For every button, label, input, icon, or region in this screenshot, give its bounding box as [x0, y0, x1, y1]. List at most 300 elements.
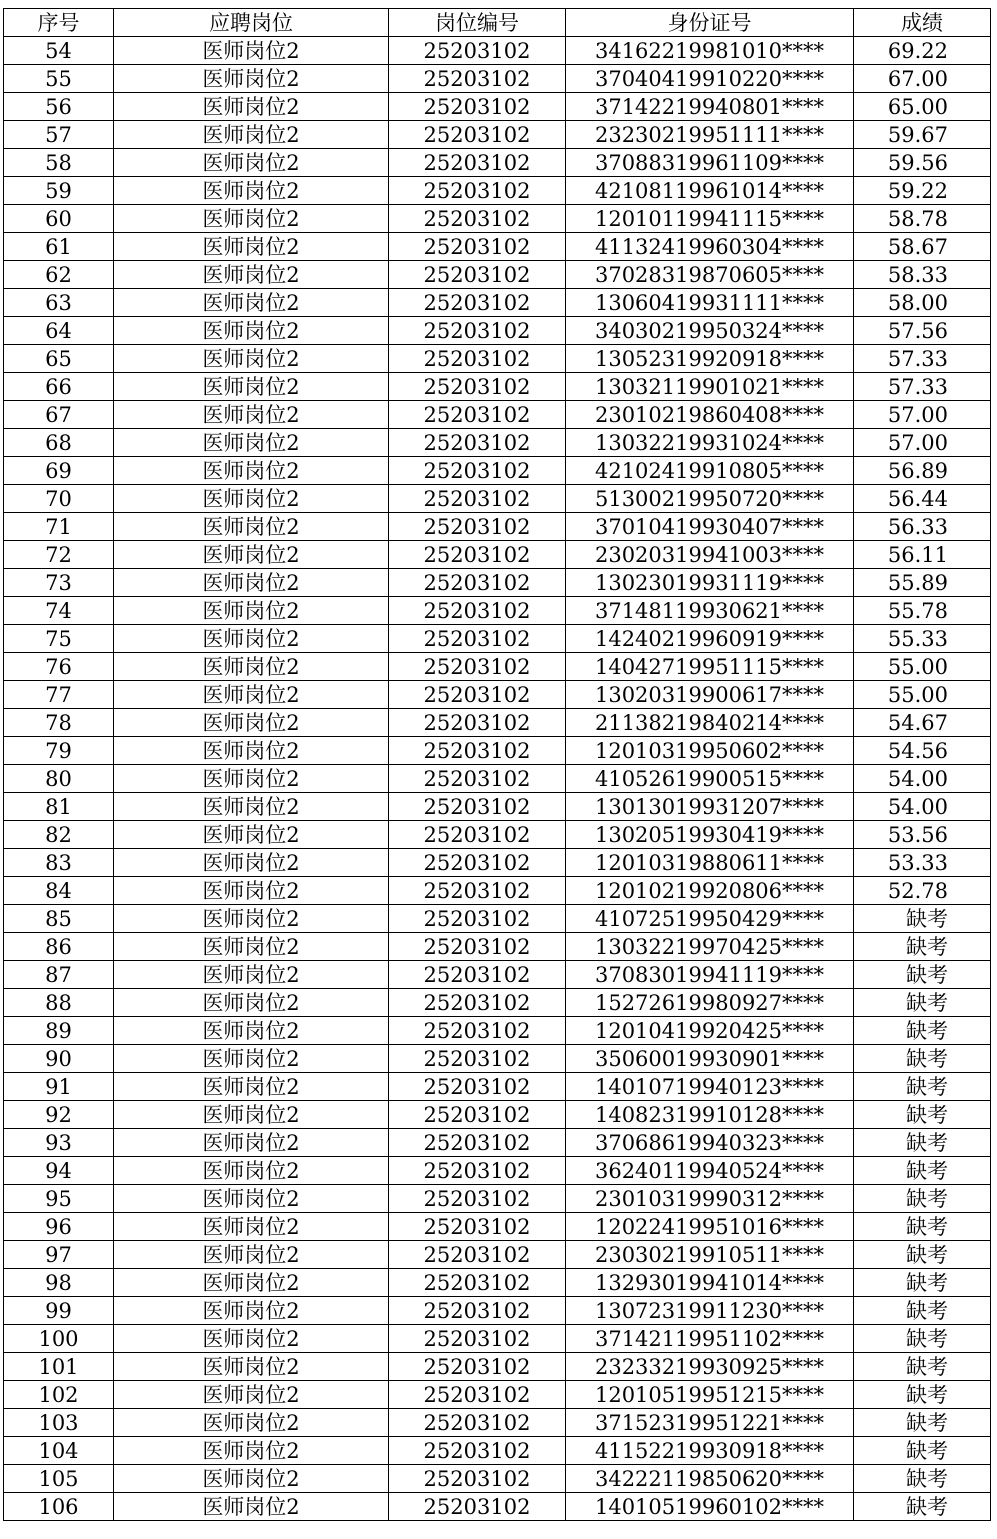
cell-position-code: 25203102 — [389, 1269, 566, 1297]
cell-position: 医师岗位2 — [114, 905, 389, 933]
table-row — [4, 821, 991, 849]
cell-index: 65 — [4, 345, 114, 373]
cell-position-code: 25203102 — [389, 1213, 566, 1241]
cell-id-number: 23010319990312**** — [566, 1185, 854, 1213]
cell-index: 84 — [4, 877, 114, 905]
cell-id-number: 34162219981010**** — [566, 37, 854, 65]
cell-score: 缺考 — [854, 1381, 991, 1409]
table-row — [4, 1437, 991, 1465]
cell-score: 59.22 — [854, 177, 991, 205]
cell-index: 68 — [4, 429, 114, 457]
cell-position-code: 25203102 — [389, 989, 566, 1017]
table-row — [4, 625, 991, 653]
cell-position: 医师岗位2 — [114, 93, 389, 121]
cell-score: 59.56 — [854, 149, 991, 177]
cell-score: 53.56 — [854, 821, 991, 849]
table-row — [4, 289, 991, 317]
cell-index: 55 — [4, 65, 114, 93]
cell-score: 54.56 — [854, 737, 991, 765]
cell-score: 缺考 — [854, 1017, 991, 1045]
cell-position: 医师岗位2 — [114, 1437, 389, 1465]
cell-id-number: 13020519930419**** — [566, 821, 854, 849]
cell-index: 62 — [4, 261, 114, 289]
cell-position-code: 25203102 — [389, 933, 566, 961]
cell-position-code: 25203102 — [389, 1017, 566, 1045]
cell-position: 医师岗位2 — [114, 289, 389, 317]
cell-position-code: 25203102 — [389, 317, 566, 345]
cell-id-number: 37148119930621**** — [566, 597, 854, 625]
table-row — [4, 1157, 991, 1185]
cell-position: 医师岗位2 — [114, 1129, 389, 1157]
table-row — [4, 1101, 991, 1129]
cell-position: 医师岗位2 — [114, 1045, 389, 1073]
cell-id-number: 14082319910128**** — [566, 1101, 854, 1129]
cell-id-number: 23230219951111**** — [566, 121, 854, 149]
cell-id-number: 14010519960102**** — [566, 1493, 854, 1521]
cell-index: 89 — [4, 1017, 114, 1045]
cell-id-number: 21138219840214**** — [566, 709, 854, 737]
cell-index: 95 — [4, 1185, 114, 1213]
cell-index: 73 — [4, 569, 114, 597]
table-row — [4, 429, 991, 457]
cell-position-code: 25203102 — [389, 541, 566, 569]
table-row — [4, 37, 991, 65]
cell-index: 81 — [4, 793, 114, 821]
cell-id-number: 37010419930407**** — [566, 513, 854, 541]
cell-id-number: 37040419910220**** — [566, 65, 854, 93]
cell-score: 57.33 — [854, 345, 991, 373]
table-row — [4, 485, 991, 513]
table-row — [4, 1465, 991, 1493]
cell-position-code: 25203102 — [389, 1381, 566, 1409]
cell-position: 医师岗位2 — [114, 1353, 389, 1381]
cell-position-code: 25203102 — [389, 681, 566, 709]
table-row — [4, 177, 991, 205]
cell-score: 缺考 — [854, 1353, 991, 1381]
cell-position-code: 25203102 — [389, 121, 566, 149]
cell-score: 58.33 — [854, 261, 991, 289]
table-row — [4, 1381, 991, 1409]
table-row — [4, 457, 991, 485]
cell-id-number: 12010119941115**** — [566, 205, 854, 233]
cell-score: 57.56 — [854, 317, 991, 345]
cell-position-code: 25203102 — [389, 1409, 566, 1437]
cell-position-code: 25203102 — [389, 373, 566, 401]
table-row — [4, 849, 991, 877]
cell-index: 64 — [4, 317, 114, 345]
cell-position: 医师岗位2 — [114, 737, 389, 765]
cell-index: 79 — [4, 737, 114, 765]
cell-score: 69.22 — [854, 37, 991, 65]
cell-id-number: 12010419920425**** — [566, 1017, 854, 1045]
table-row — [4, 1493, 991, 1521]
cell-position-code: 25203102 — [389, 513, 566, 541]
cell-position-code: 25203102 — [389, 205, 566, 233]
cell-index: 83 — [4, 849, 114, 877]
table-row — [4, 121, 991, 149]
cell-score: 56.33 — [854, 513, 991, 541]
cell-position: 医师岗位2 — [114, 1213, 389, 1241]
cell-position: 医师岗位2 — [114, 1101, 389, 1129]
cell-position-code: 25203102 — [389, 625, 566, 653]
table-row — [4, 989, 991, 1017]
cell-score: 65.00 — [854, 93, 991, 121]
cell-index: 87 — [4, 961, 114, 989]
cell-id-number: 14010719940123**** — [566, 1073, 854, 1101]
cell-position-code: 25203102 — [389, 345, 566, 373]
cell-position-code: 25203102 — [389, 1157, 566, 1185]
cell-position: 医师岗位2 — [114, 1157, 389, 1185]
cell-score: 57.00 — [854, 401, 991, 429]
cell-score: 缺考 — [854, 1101, 991, 1129]
cell-id-number: 37152319951221**** — [566, 1409, 854, 1437]
cell-position-code: 25203102 — [389, 401, 566, 429]
cell-score: 缺考 — [854, 1213, 991, 1241]
cell-score: 缺考 — [854, 1409, 991, 1437]
cell-index: 58 — [4, 149, 114, 177]
cell-index: 97 — [4, 1241, 114, 1269]
cell-index: 78 — [4, 709, 114, 737]
cell-position: 医师岗位2 — [114, 1241, 389, 1269]
cell-score: 53.33 — [854, 849, 991, 877]
cell-id-number: 13293019941014**** — [566, 1269, 854, 1297]
table-row — [4, 1213, 991, 1241]
cell-id-number: 23010219860408**** — [566, 401, 854, 429]
cell-position: 医师岗位2 — [114, 821, 389, 849]
table-row — [4, 1269, 991, 1297]
cell-id-number: 41152219930918**** — [566, 1437, 854, 1465]
cell-score: 缺考 — [854, 1325, 991, 1353]
cell-index: 76 — [4, 653, 114, 681]
cell-position-code: 25203102 — [389, 1129, 566, 1157]
cell-position-code: 25203102 — [389, 233, 566, 261]
cell-index: 94 — [4, 1157, 114, 1185]
cell-id-number: 13013019931207**** — [566, 793, 854, 821]
cell-id-number: 12022419951016**** — [566, 1213, 854, 1241]
cell-score: 55.78 — [854, 597, 991, 625]
cell-id-number: 23020319941003**** — [566, 541, 854, 569]
table-row — [4, 765, 991, 793]
cell-position: 医师岗位2 — [114, 177, 389, 205]
cell-index: 98 — [4, 1269, 114, 1297]
cell-index: 106 — [4, 1493, 114, 1521]
cell-position: 医师岗位2 — [114, 457, 389, 485]
cell-index: 102 — [4, 1381, 114, 1409]
cell-index: 72 — [4, 541, 114, 569]
header-index: 序号 — [4, 9, 114, 37]
cell-id-number: 37028319870605**** — [566, 261, 854, 289]
cell-position: 医师岗位2 — [114, 597, 389, 625]
cell-id-number: 36240119940524**** — [566, 1157, 854, 1185]
cell-score: 缺考 — [854, 1465, 991, 1493]
table-row — [4, 205, 991, 233]
table-row — [4, 933, 991, 961]
cell-index: 69 — [4, 457, 114, 485]
table-row — [4, 1353, 991, 1381]
cell-score: 缺考 — [854, 1297, 991, 1325]
cell-position-code: 25203102 — [389, 793, 566, 821]
cell-position: 医师岗位2 — [114, 653, 389, 681]
cell-position: 医师岗位2 — [114, 1185, 389, 1213]
cell-score: 52.78 — [854, 877, 991, 905]
cell-id-number: 15272619980927**** — [566, 989, 854, 1017]
cell-score: 58.67 — [854, 233, 991, 261]
cell-position-code: 25203102 — [389, 93, 566, 121]
cell-id-number: 37142119951102**** — [566, 1325, 854, 1353]
cell-position: 医师岗位2 — [114, 317, 389, 345]
header-position: 应聘岗位 — [114, 9, 389, 37]
cell-id-number: 42102419910805**** — [566, 457, 854, 485]
table-row — [4, 1185, 991, 1213]
cell-position-code: 25203102 — [389, 149, 566, 177]
cell-position: 医师岗位2 — [114, 429, 389, 457]
cell-position: 医师岗位2 — [114, 513, 389, 541]
cell-position: 医师岗位2 — [114, 1017, 389, 1045]
cell-position-code: 25203102 — [389, 569, 566, 597]
cell-index: 88 — [4, 989, 114, 1017]
cell-position: 医师岗位2 — [114, 401, 389, 429]
cell-position: 医师岗位2 — [114, 345, 389, 373]
cell-index: 74 — [4, 597, 114, 625]
cell-position-code: 25203102 — [389, 429, 566, 457]
cell-position-code: 25203102 — [389, 1297, 566, 1325]
cell-score: 缺考 — [854, 1045, 991, 1073]
cell-position-code: 25203102 — [389, 1465, 566, 1493]
table-row — [4, 569, 991, 597]
cell-score: 58.78 — [854, 205, 991, 233]
table-row — [4, 961, 991, 989]
cell-position: 医师岗位2 — [114, 205, 389, 233]
cell-id-number: 12010219920806**** — [566, 877, 854, 905]
cell-index: 85 — [4, 905, 114, 933]
cell-score: 54.67 — [854, 709, 991, 737]
table-row — [4, 345, 991, 373]
cell-score: 54.00 — [854, 765, 991, 793]
cell-score: 缺考 — [854, 1269, 991, 1297]
cell-position-code: 25203102 — [389, 877, 566, 905]
cell-id-number: 37068619940323**** — [566, 1129, 854, 1157]
cell-position: 医师岗位2 — [114, 1381, 389, 1409]
cell-id-number: 37083019941119**** — [566, 961, 854, 989]
cell-id-number: 13052319920918**** — [566, 345, 854, 373]
cell-position: 医师岗位2 — [114, 625, 389, 653]
table-row — [4, 93, 991, 121]
cell-score: 56.44 — [854, 485, 991, 513]
cell-score: 缺考 — [854, 1493, 991, 1521]
cell-id-number: 23233219930925**** — [566, 1353, 854, 1381]
cell-score: 57.33 — [854, 373, 991, 401]
cell-id-number: 14240219960919**** — [566, 625, 854, 653]
table-row — [4, 401, 991, 429]
table-row — [4, 737, 991, 765]
cell-index: 80 — [4, 765, 114, 793]
cell-position-code: 25203102 — [389, 457, 566, 485]
cell-score: 缺考 — [854, 905, 991, 933]
cell-position-code: 25203102 — [389, 1073, 566, 1101]
cell-score: 缺考 — [854, 933, 991, 961]
cell-position-code: 25203102 — [389, 821, 566, 849]
cell-id-number: 13072319911230**** — [566, 1297, 854, 1325]
table-row — [4, 597, 991, 625]
table-row — [4, 261, 991, 289]
cell-position: 医师岗位2 — [114, 485, 389, 513]
header-id-number: 身份证号 — [566, 9, 854, 37]
cell-position-code: 25203102 — [389, 1185, 566, 1213]
cell-position: 医师岗位2 — [114, 1297, 389, 1325]
cell-position: 医师岗位2 — [114, 569, 389, 597]
cell-index: 57 — [4, 121, 114, 149]
table-row — [4, 877, 991, 905]
cell-score: 缺考 — [854, 961, 991, 989]
table-row — [4, 1409, 991, 1437]
cell-position: 医师岗位2 — [114, 681, 389, 709]
header-position-code: 岗位编号 — [389, 9, 566, 37]
table-row — [4, 1017, 991, 1045]
cell-id-number: 42108119961014**** — [566, 177, 854, 205]
cell-position: 医师岗位2 — [114, 65, 389, 93]
cell-position: 医师岗位2 — [114, 1493, 389, 1521]
cell-position: 医师岗位2 — [114, 1409, 389, 1437]
cell-position: 医师岗位2 — [114, 709, 389, 737]
cell-position-code: 25203102 — [389, 905, 566, 933]
table-row — [4, 1241, 991, 1269]
cell-position: 医师岗位2 — [114, 541, 389, 569]
table-row — [4, 65, 991, 93]
cell-index: 63 — [4, 289, 114, 317]
cell-position: 医师岗位2 — [114, 961, 389, 989]
cell-id-number: 13023019931119**** — [566, 569, 854, 597]
cell-position: 医师岗位2 — [114, 765, 389, 793]
cell-position: 医师岗位2 — [114, 1073, 389, 1101]
cell-score: 67.00 — [854, 65, 991, 93]
cell-id-number: 13032219970425**** — [566, 933, 854, 961]
cell-score: 54.00 — [854, 793, 991, 821]
cell-position-code: 25203102 — [389, 1493, 566, 1521]
cell-index: 92 — [4, 1101, 114, 1129]
cell-position: 医师岗位2 — [114, 793, 389, 821]
table-row — [4, 1325, 991, 1353]
cell-score: 56.11 — [854, 541, 991, 569]
cell-position-code: 25203102 — [389, 961, 566, 989]
cell-id-number: 41132419960304**** — [566, 233, 854, 261]
cell-id-number: 35060019930901**** — [566, 1045, 854, 1073]
cell-score: 缺考 — [854, 1129, 991, 1157]
cell-position-code: 25203102 — [389, 177, 566, 205]
cell-score: 58.00 — [854, 289, 991, 317]
cell-position-code: 25203102 — [389, 1325, 566, 1353]
cell-index: 104 — [4, 1437, 114, 1465]
table-row — [4, 793, 991, 821]
cell-id-number: 12010519951215**** — [566, 1381, 854, 1409]
cell-position: 医师岗位2 — [114, 261, 389, 289]
cell-index: 86 — [4, 933, 114, 961]
cell-id-number: 12010319880611**** — [566, 849, 854, 877]
cell-score: 55.00 — [854, 653, 991, 681]
table-row — [4, 1045, 991, 1073]
cell-index: 82 — [4, 821, 114, 849]
cell-position: 医师岗位2 — [114, 149, 389, 177]
table-row — [4, 373, 991, 401]
cell-position-code: 25203102 — [389, 1045, 566, 1073]
cell-id-number: 37142219940801**** — [566, 93, 854, 121]
cell-id-number: 14042719951115**** — [566, 653, 854, 681]
cell-score: 缺考 — [854, 989, 991, 1017]
cell-position-code: 25203102 — [389, 485, 566, 513]
cell-score: 缺考 — [854, 1241, 991, 1269]
cell-index: 90 — [4, 1045, 114, 1073]
cell-id-number: 13032119901021**** — [566, 373, 854, 401]
cell-index: 67 — [4, 401, 114, 429]
table-row — [4, 1073, 991, 1101]
table-row — [4, 1297, 991, 1325]
table-row — [4, 1129, 991, 1157]
table-row — [4, 513, 991, 541]
cell-position-code: 25203102 — [389, 1353, 566, 1381]
cell-position-code: 25203102 — [389, 289, 566, 317]
cell-score: 缺考 — [854, 1157, 991, 1185]
cell-position-code: 25203102 — [389, 37, 566, 65]
cell-index: 96 — [4, 1213, 114, 1241]
cell-position: 医师岗位2 — [114, 37, 389, 65]
header-score: 成绩 — [854, 9, 991, 37]
cell-index: 70 — [4, 485, 114, 513]
cell-index: 93 — [4, 1129, 114, 1157]
cell-index: 103 — [4, 1409, 114, 1437]
cell-score: 59.67 — [854, 121, 991, 149]
cell-id-number: 23030219910511**** — [566, 1241, 854, 1269]
header-row — [4, 9, 991, 37]
cell-index: 54 — [4, 37, 114, 65]
cell-position-code: 25203102 — [389, 1437, 566, 1465]
cell-position: 医师岗位2 — [114, 933, 389, 961]
table-row — [4, 149, 991, 177]
cell-position: 医师岗位2 — [114, 1269, 389, 1297]
cell-id-number: 41052619900515**** — [566, 765, 854, 793]
cell-index: 60 — [4, 205, 114, 233]
cell-id-number: 51300219950720**** — [566, 485, 854, 513]
cell-index: 66 — [4, 373, 114, 401]
cell-score: 缺考 — [854, 1185, 991, 1213]
cell-position-code: 25203102 — [389, 709, 566, 737]
table-row — [4, 905, 991, 933]
cell-index: 91 — [4, 1073, 114, 1101]
cell-position-code: 25203102 — [389, 597, 566, 625]
cell-position-code: 25203102 — [389, 65, 566, 93]
cell-id-number: 34222119850620**** — [566, 1465, 854, 1493]
cell-id-number: 12010319950602**** — [566, 737, 854, 765]
table-row — [4, 233, 991, 261]
cell-index: 75 — [4, 625, 114, 653]
cell-index: 59 — [4, 177, 114, 205]
cell-position-code: 25203102 — [389, 1101, 566, 1129]
cell-index: 99 — [4, 1297, 114, 1325]
cell-index: 105 — [4, 1465, 114, 1493]
table-row — [4, 709, 991, 737]
cell-position: 医师岗位2 — [114, 1325, 389, 1353]
cell-index: 56 — [4, 93, 114, 121]
cell-score: 55.89 — [854, 569, 991, 597]
cell-position-code: 25203102 — [389, 737, 566, 765]
cell-score: 56.89 — [854, 457, 991, 485]
table-row — [4, 317, 991, 345]
cell-score: 57.00 — [854, 429, 991, 457]
cell-position: 医师岗位2 — [114, 849, 389, 877]
cell-position-code: 25203102 — [389, 849, 566, 877]
cell-position-code: 25203102 — [389, 1241, 566, 1269]
cell-position-code: 25203102 — [389, 653, 566, 681]
cell-score: 缺考 — [854, 1073, 991, 1101]
cell-position: 医师岗位2 — [114, 233, 389, 261]
